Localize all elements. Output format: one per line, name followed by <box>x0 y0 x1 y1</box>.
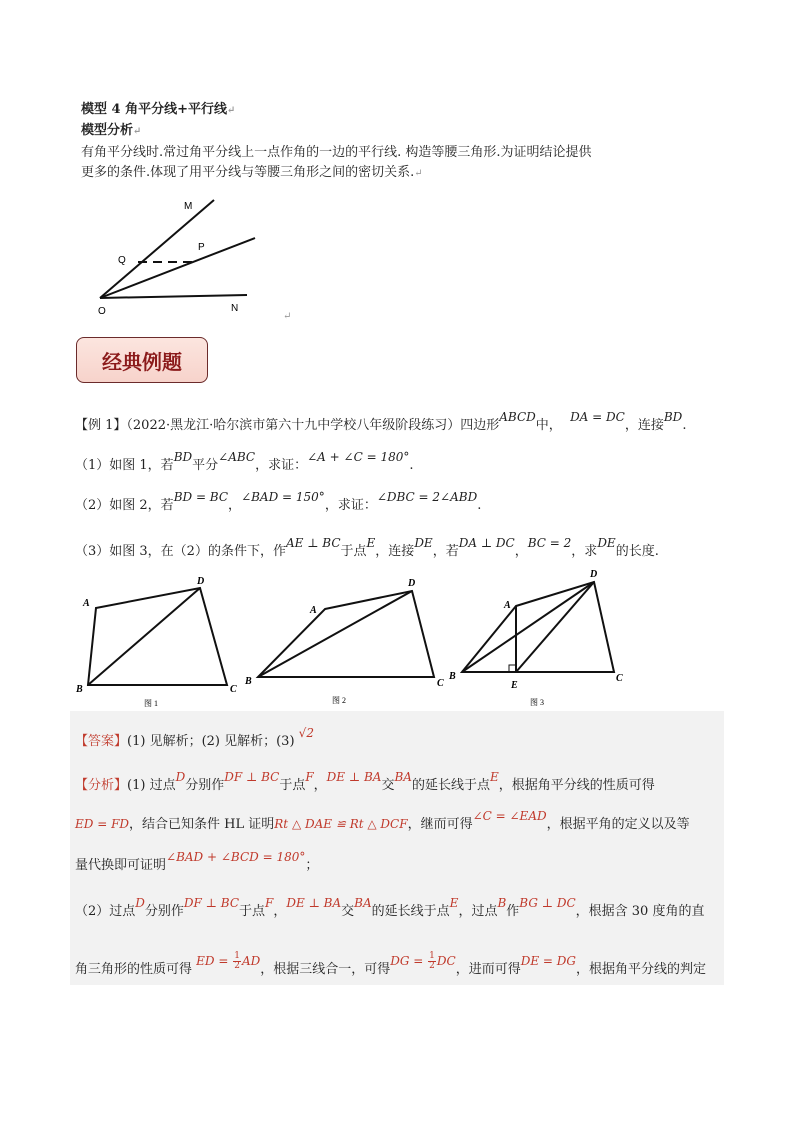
fig3-label-e: E <box>511 680 518 691</box>
math-angle-bad: ∠BAD = 150° <box>241 490 325 504</box>
text: (1) 过点 <box>127 778 176 793</box>
fig2-quadrilateral <box>258 591 434 677</box>
text: . <box>477 498 482 513</box>
math-ba: BA <box>394 770 412 784</box>
geometry-figures <box>70 566 650 711</box>
label-o: O <box>98 306 106 317</box>
fig1-caption: 图 1 <box>144 699 158 708</box>
text: 于点 <box>279 778 306 793</box>
math-b: B <box>497 896 507 910</box>
text: （2）过点 <box>75 904 136 919</box>
fraction-numerator: 1 <box>234 951 240 961</box>
return-mark: ↵ <box>414 168 423 179</box>
model-subtitle-text: 模型分析 <box>81 123 134 138</box>
text: 平分 <box>192 458 219 473</box>
math-angle-abc: ∠ABC <box>218 450 256 464</box>
math-de-perp-ba: DE ⊥ BA <box>286 896 342 910</box>
text: 分别作 <box>185 778 225 793</box>
text: 的延长线于点 <box>411 778 490 793</box>
fig1-label-a: A <box>83 598 90 609</box>
ray-om <box>100 200 214 298</box>
text: ，进而可得 <box>455 962 521 977</box>
fig2-label-a: A <box>310 605 317 616</box>
label-n: N <box>231 303 239 314</box>
question-3 <box>75 536 659 561</box>
math-e: E <box>449 896 459 910</box>
text: ，结合已知条件 HL 证明 <box>129 817 275 832</box>
math-ae-perp-bc: AE ⊥ BC <box>285 536 341 550</box>
math-dg-half-dc <box>390 951 456 971</box>
text: ，求证： <box>324 498 377 513</box>
text: 作 <box>506 904 520 919</box>
fig1-quadrilateral <box>88 588 227 685</box>
text: 于点 <box>340 544 367 559</box>
fig1-label-b: B <box>76 684 83 695</box>
analysis-line-4 <box>75 896 705 921</box>
ray-on <box>100 295 247 298</box>
model-paragraph-line-1: 有角平分线时.常过角平分线上一点作角的一边的平行线. 构造等腰三角形.为证明结论提供 <box>81 145 592 160</box>
text: ， <box>514 544 528 559</box>
math-bd-eq-bc: BD = BC <box>173 490 229 504</box>
math-bg-perp-dc: BG ⊥ DC <box>519 896 576 910</box>
math-angle-sum: ∠A + ∠C = 180° <box>307 450 410 464</box>
math-e: E <box>489 770 499 784</box>
model-subtitle <box>81 122 141 141</box>
fig1-label-d: D <box>197 576 205 587</box>
text: ，求 <box>571 544 598 559</box>
text: ，继而可得 <box>407 817 473 832</box>
text: ， <box>313 778 327 793</box>
math-dc: DC <box>436 954 456 968</box>
fraction-denominator: 2 <box>234 961 240 971</box>
question-2 <box>75 490 482 515</box>
label-p: P <box>198 242 205 253</box>
math-angle-sum-180: ∠BAD + ∠BCD = 180° <box>166 850 306 864</box>
fig2-caption: 图 2 <box>332 696 346 705</box>
math-bc-eq-2: BC = 2 <box>527 536 572 550</box>
answer-text: (1) 见解析；(2) 见解析；(3) <box>127 734 299 749</box>
answer-label: 【答案】 <box>75 734 128 749</box>
math-bd: BD <box>663 410 683 424</box>
text: ，根据三线合一，可得 <box>260 962 391 977</box>
example-intro <box>75 410 687 435</box>
fraction-numerator: 1 <box>429 951 435 961</box>
text: 中， <box>535 418 562 433</box>
example-source: 【例 1】（2022·黑龙江·哈尔滨市第六十九中学校八年级阶段练习）四边形 <box>75 418 500 433</box>
text: ，根据角平分线的判定 <box>576 962 707 977</box>
text: ，根据角平分线的性质可得 <box>498 778 655 793</box>
math-angle-c-eq-ead: ∠C = ∠EAD <box>472 809 547 823</box>
text: ，连接 <box>624 418 664 433</box>
math-de-perp-ba: DE ⊥ BA <box>326 770 382 784</box>
text: 的延长线于点 <box>371 904 450 919</box>
text: 交 <box>341 904 355 919</box>
fig3-caption: 图 3 <box>530 698 544 707</box>
fig2-label-b: B <box>245 676 252 687</box>
fig3-label-c: C <box>616 673 623 684</box>
analysis-line-5 <box>75 951 707 979</box>
question-1 <box>75 450 414 475</box>
fig3-label-d: D <box>590 569 598 580</box>
fig3-label-b: B <box>449 671 456 682</box>
math-de: DE <box>597 536 616 550</box>
answer-analysis-box <box>70 711 724 985</box>
math-bd: BD <box>173 450 193 464</box>
analysis-label: 【分析】 <box>75 778 128 793</box>
text: ，若 <box>432 544 459 559</box>
fig1-label-c: C <box>230 684 237 695</box>
math-d: D <box>135 896 145 910</box>
ray-op <box>100 238 255 298</box>
analysis-line-3 <box>75 850 319 875</box>
math-angle-dbc: ∠DBC = 2∠ABD <box>376 490 478 504</box>
text: . <box>682 418 687 433</box>
text: 角三角形的性质可得 <box>75 962 193 977</box>
text: （1）如图 1，若 <box>75 458 174 473</box>
text: （2）如图 2，若 <box>75 498 174 513</box>
math-d: D <box>175 770 186 784</box>
math-ed-eq: ED = <box>196 954 233 968</box>
math-ad: AD <box>241 954 261 968</box>
fig3-quadrilateral <box>462 582 614 672</box>
math-df-perp-bc: DF ⊥ BC <box>183 896 240 910</box>
math-abcd: ABCD <box>499 410 536 424</box>
math-ed-half-ad <box>196 951 261 971</box>
fraction-half <box>233 952 241 971</box>
text: ，根据含 30 度角的直 <box>575 904 705 919</box>
math-f: F <box>305 770 314 784</box>
text: ； <box>305 858 319 873</box>
label-q: Q <box>118 255 126 266</box>
text: 于点 <box>239 904 266 919</box>
text: 量代换即可证明 <box>75 858 167 873</box>
text: 的长度. <box>615 544 659 559</box>
text: ， <box>273 904 287 919</box>
fig1-diagonal-bd <box>88 588 200 685</box>
math-congruent: Rt △ DAE ≌ Rt △ DCF <box>274 817 408 831</box>
math-ba: BA <box>354 896 372 910</box>
fig3-right-angle-mark <box>509 665 516 672</box>
return-mark: ↵ <box>283 311 292 322</box>
angle-bisector-figure <box>90 192 300 324</box>
return-mark: ↵ <box>227 105 236 116</box>
label-m: M <box>184 201 193 212</box>
text: ，求证： <box>255 458 308 473</box>
math-da-perp-dc: DA ⊥ DC <box>458 536 515 550</box>
math-e: E <box>366 536 376 550</box>
math-de-eq-dg: DE = DG <box>520 954 577 968</box>
model-paragraph-line-2-text: 更多的条件.体现了用平分线与等腰三角形之间的密切关系. <box>81 165 415 180</box>
model-title <box>81 101 235 120</box>
fig3-label-a: A <box>504 600 511 611</box>
fraction-half <box>428 952 436 971</box>
fig2-diagonal-bd <box>258 591 412 677</box>
math-f: F <box>265 896 274 910</box>
math-ed-eq-fd: ED = FD <box>75 817 130 831</box>
fig2-label-d: D <box>408 578 416 589</box>
fig2-label-c: C <box>437 678 444 689</box>
text: ， <box>228 498 242 513</box>
fraction-denominator: 2 <box>429 961 435 971</box>
analysis-line-2 <box>75 809 690 834</box>
math-da-eq-dc: DA = DC <box>570 410 625 424</box>
model-paragraph-line-2 <box>81 164 423 183</box>
math-dg-eq: DG = <box>390 954 428 968</box>
answer-line <box>75 726 314 751</box>
text: ，根据平角的定义以及等 <box>546 817 690 832</box>
classic-examples-badge: 经典例题 <box>76 337 208 383</box>
text: . <box>409 458 414 473</box>
text: 分别作 <box>144 904 184 919</box>
text: 交 <box>381 778 395 793</box>
text: ，连接 <box>375 544 415 559</box>
math-de: DE <box>414 536 433 550</box>
math-sqrt2: √2 <box>298 726 314 740</box>
text: ，过点 <box>458 904 498 919</box>
analysis-line-1 <box>75 770 655 795</box>
model-title-text: 模型 4 角平分线+平行线 <box>81 102 227 117</box>
math-df-perp-bc: DF ⊥ BC <box>224 770 280 784</box>
return-mark: ↵ <box>133 126 142 137</box>
text: （3）如图 3，在（2）的条件下，作 <box>75 544 286 559</box>
